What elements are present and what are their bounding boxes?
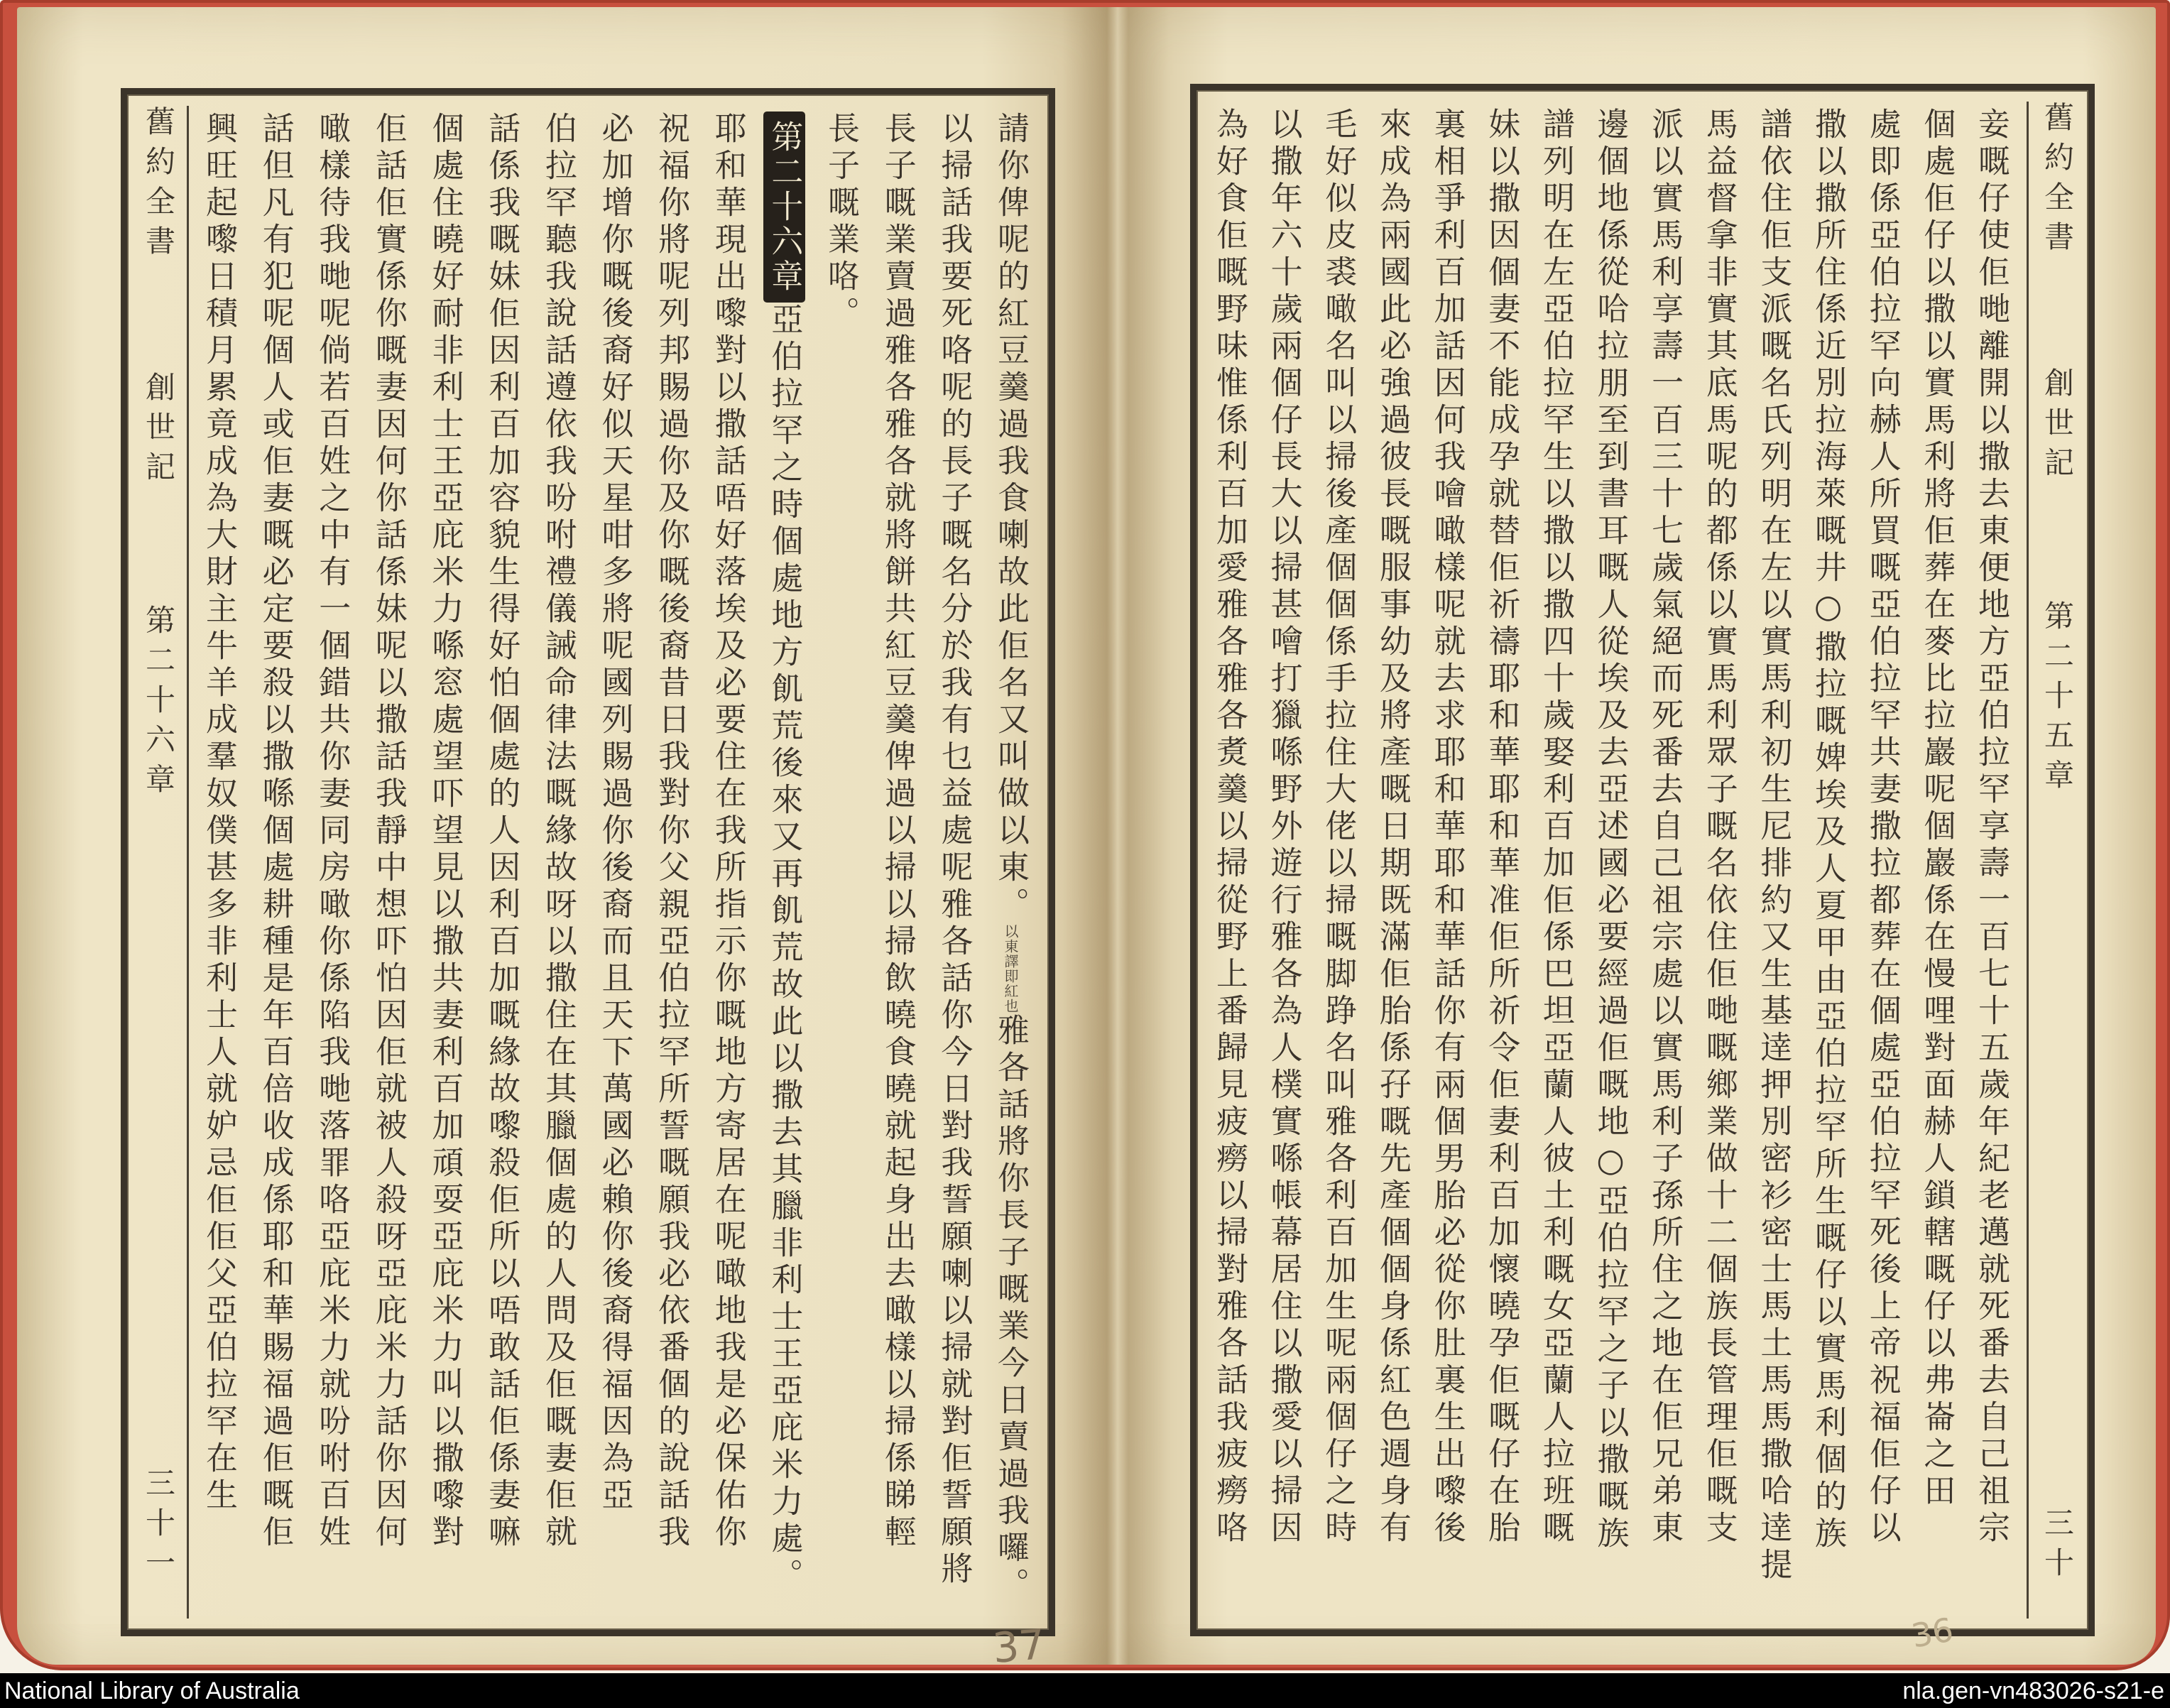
- text-column: 祝福你將呢列邦賜過你及你嘅後裔昔日我對你父親亞伯拉罕所誓嘅願我必依番個的說話我: [653, 111, 691, 1552]
- text-column: 佢話佢實係你嘅妻因何你話係妹呢以撒話我靜中想吓怕因佢就被人殺呀亞庇米力話你因何: [369, 111, 408, 1552]
- column-rule: [187, 106, 189, 1619]
- column-text: 請你俾呢的紅豆羹過我食喇故此佢名又叫做以東。: [991, 111, 1030, 924]
- text-column: 妹以撒因個妻不能成孕就替佢祈禱耶和華耶和華准佢所祈令佢妻利百加懷曉孕佢嘅仔在胎: [1483, 107, 1521, 1547]
- text-column: 必加增你嘅後裔好似天星咁多將呢國列賜過你後裔而且天下萬國必賴你後裔得福因為亞: [596, 111, 634, 1515]
- text-column: 以掃話我要死咯呢的長子嘅名分於我有乜益處呢雅各話你今日對我誓願喇以掃就對佢誓願將: [935, 111, 974, 1589]
- running-title: [133, 106, 184, 1619]
- pencil-page-number-left: 37: [991, 1619, 1047, 1673]
- text-column: 以撒年六十歲兩個仔長大以掃甚噲打獵喺野外遊行雅各為人樸實喺帳幕居住以撒愛以掃因: [1265, 107, 1303, 1547]
- page-number: 三十: [2040, 1507, 2075, 1587]
- text-column: [991, 111, 1036, 1613]
- text-column: 長子嘅業賣過雅各雅各就將餅共紅豆羹俾過以掃以掃飲曉食曉就起身出去噉樣以掃係睇輕: [878, 111, 917, 1552]
- gutter-shadow: [1062, 7, 1169, 1665]
- text-column: 妾嘅仔使佢哋離開以撒去東便地方亞伯拉罕享壽一百七十五歲年紀老邁就死番去自己祖宗: [1972, 107, 2010, 1547]
- text-column: 個處佢仔以撒以實馬利將佢葬在麥比拉巖呢個巖係在慢哩對面赫人鎖轄嘅仔以弗崙之田: [1918, 107, 1956, 1511]
- running-title: [2032, 102, 2083, 1619]
- right-text-area: [1202, 102, 2024, 1619]
- text-column: 譜列明在左亞伯拉罕生以撒以撒四十歲娶利百加佢係巴坦亞蘭人彼土利嘅女亞蘭人拉班嘅: [1537, 107, 1575, 1547]
- column-text: 亞伯拉罕之時個處地方飢荒後來又再飢荒故此以撒去其臘非利士王亞庇米力處。: [765, 303, 804, 1595]
- page-number: 三十一: [141, 1467, 176, 1587]
- text-column: 為好食佢嘅野味惟係利百加愛雅各雅各煑羹以掃從野上番歸見疲癆以掃對雅各話我疲癆咯: [1211, 107, 1248, 1547]
- text-column: 耶和華現出嚟對以撒話唔好落埃及必要住在我所指示你嘅地方寄居在呢噉地我是必保佑你: [709, 111, 747, 1552]
- inline-note: 以東譯即紅也: [1001, 924, 1019, 1013]
- text-column: 話係我嘅妹佢因利百加容貌生得好怕個處的人因利百加嘅緣故嚟殺佢所以唔敢話佢係妻嘛: [483, 111, 521, 1552]
- text-column: 興旺起嚟日積月累竟成為大財主牛羊成羣奴僕甚多非利士人就妒忌佢佢父亞伯拉罕在生: [200, 111, 238, 1515]
- text-column: 撒以撒所住係近別拉海萊嘅井○撒拉嘅婢埃及人夏甲由亞伯拉罕所生嘅仔以實馬利個的族: [1809, 107, 1848, 1553]
- text-column: 來成為兩國此必強過彼長嘅服事幼及將產嘅日期既滿佢胎係孖嘅先產個個身係紅色週身有: [1373, 107, 1412, 1547]
- pencil-page-number-right: 36: [1908, 1610, 1956, 1655]
- text-column: 個處住曉好耐非利士王亞庇米力喺窓處望吓望見以撒共妻利百加頑耍亞庇米力叫以撒嚟對: [426, 111, 464, 1552]
- text-column: 話但凡有犯呢個人或佢妻嘅必定要殺以撒喺個處耕種是年百倍收成係耶和華賜福過佢嘅佢: [256, 111, 295, 1552]
- text-column: 派以實馬利享壽一百三十七歲氣絕而死番去自己祖宗處以實馬利子孫所住之地在佢兄弟東: [1646, 107, 1684, 1547]
- chapter-heading: 第二十六章: [763, 111, 805, 303]
- left-page-frame: [121, 88, 1055, 1636]
- column-rule: [2027, 102, 2029, 1619]
- running-title-section: 創世記: [2040, 367, 2075, 486]
- text-column: 伯拉罕聽我說話遵依我吩咐禮儀誡命律法嘅緣故呀以撒住在其臘個處的人問及佢嘅妻佢就: [539, 111, 577, 1552]
- running-title-chapter: 第二十六章: [141, 604, 176, 803]
- running-title-section: 創世記: [141, 371, 176, 491]
- text-column: 譜依住佢支派嘅名氏列明在左以實馬利初生尼排約又生基逹押別密衫密士馬土馬馬撒哈逹提: [1755, 107, 1793, 1584]
- catalogue-id: nla.gen-vn483026-s21-e: [1902, 1677, 2164, 1704]
- running-title-chapter: 第二十五章: [2040, 600, 2075, 799]
- text-column: 毛好似皮裘噉名叫以掃後產個個係手拉住大佬以掃嘅脚踭名叫雅各利百加生呢兩個仔之時: [1319, 107, 1358, 1547]
- text-column: 馬益督拿非實其底馬呢的都係以實馬利眾子嘅名依住佢哋嘅鄉業做十二個族長管理佢嘅支: [1700, 107, 1738, 1547]
- text-column: 裏相爭利百加話因何我噲噉樣呢就去求耶和華耶和華話你有兩個男胎必從你肚裏生出嚟後: [1428, 107, 1466, 1547]
- text-column: 噉樣待我哋呢倘若百姓之中有一個錯共你妻同房噉你係陷我哋落罪咯亞庇米力就吩咐百姓: [313, 111, 351, 1552]
- text-column: [764, 111, 809, 1613]
- text-column: 處即係亞伯拉罕向赫人所買嘅亞伯拉罕共妻撒拉都葬在個處亞伯拉罕死後上帝祝福佢仔以: [1863, 107, 1902, 1547]
- right-page-frame: [1190, 84, 2095, 1636]
- library-name: National Library of Australia: [4, 1677, 300, 1704]
- column-text: 雅各話將你長子嘅業今日賣過我囉。: [991, 1013, 1030, 1604]
- text-column: 長子嘅業咯。: [822, 111, 861, 333]
- catalogue-bar: [0, 1673, 2170, 1708]
- left-text-area: [192, 106, 1043, 1619]
- running-title-book: 舊約全書: [141, 106, 176, 265]
- running-title-book: 舊約全書: [2040, 102, 2075, 261]
- text-column: 邊個地係從哈拉朋至到書耳嘅人從埃及去亞述國必要經過佢嘅地○亞伯拉罕之子以撒嘅族: [1591, 107, 1630, 1553]
